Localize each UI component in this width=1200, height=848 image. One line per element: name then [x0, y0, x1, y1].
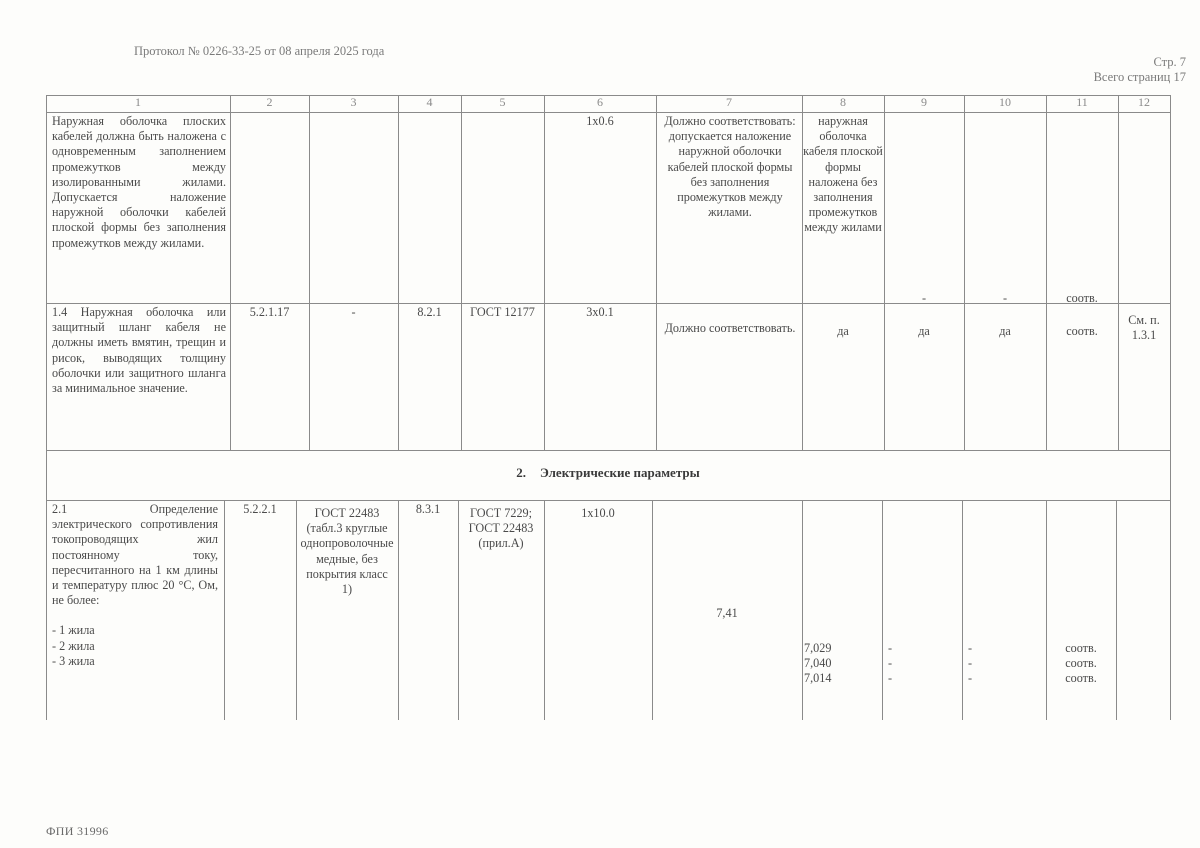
column-number: 8: [840, 95, 846, 109]
actual-value: 7,029: [804, 641, 832, 655]
sample-size: 3x0.1: [586, 305, 614, 319]
column-border: [1046, 95, 1047, 450]
result-value: да: [918, 324, 930, 338]
column-number: 6: [597, 95, 603, 109]
total-pages: Всего страниц 17: [1093, 70, 1186, 84]
result-value: -: [888, 641, 893, 655]
method-clause: 8.3.1: [415, 502, 441, 516]
conformity: соотв.: [1066, 324, 1098, 338]
result-value: -: [968, 641, 973, 655]
section-heading: [46, 465, 1170, 481]
result-values: [968, 641, 1038, 687]
column-border: [224, 500, 225, 720]
column-number: 9: [921, 95, 927, 109]
conformity: соотв.: [1065, 671, 1097, 686]
result-value: -: [888, 671, 893, 686]
section-number: 2.: [516, 465, 526, 480]
row-divider: [46, 500, 1170, 501]
conformity: соотв.: [1065, 656, 1097, 671]
core-item: - 2 жила: [52, 638, 95, 653]
column-border: [1046, 500, 1047, 720]
method-clause: 8.2.1: [417, 305, 442, 319]
actual-value: 7,040: [804, 656, 832, 671]
core-item: - 1 жила: [52, 623, 95, 638]
column-number: 7: [726, 95, 732, 109]
form-code: ФПИ 31996: [46, 824, 109, 838]
sample-size: 1x0.6: [586, 114, 614, 128]
column-border: [544, 95, 545, 450]
core-item: - 3 жила: [52, 653, 95, 668]
requirement-cell: [52, 502, 218, 669]
column-border: [296, 500, 297, 720]
column-border: [1118, 95, 1119, 450]
conformity: соотв.: [1066, 291, 1098, 305]
protocol-header: Протокол № 0226-33-25 от 08 апреля 2025 года: [134, 44, 385, 58]
column-border: [1116, 500, 1117, 720]
norm-value: Должно соответствовать: допускается наложение наружной оболочки кабелей плоской формы без заполнения промежутков между жилами.: [664, 114, 796, 220]
column-border: [309, 95, 310, 450]
row-divider: [46, 450, 1170, 451]
norm-value: Должно соответствовать.: [664, 321, 796, 335]
method-doc: ГОСТ 12177: [470, 305, 535, 319]
column-number: 4: [426, 95, 433, 109]
result-value: -: [1002, 291, 1008, 305]
column-border: [461, 95, 462, 450]
column-number: 1: [135, 95, 141, 109]
norm-doc: ГОСТ 22483 (табл.3 круглые однопроволочные медные, без покрытия класс 1): [300, 506, 394, 597]
note-ref: См. п. 1.3.1: [1128, 313, 1160, 343]
sample-size: 1x10.0: [581, 506, 615, 520]
column-number: 5: [499, 95, 506, 109]
conformity-values: [1046, 641, 1116, 687]
actual-value: да: [837, 324, 849, 338]
requirement-text: 2.1 Определение электрического сопротивления токопроводящих жил постоянному току, пересчитанного на 1 км длины и температуру плюс 20 °С, Ом, не более:: [52, 502, 218, 608]
section-title: Электрические параметры: [539, 465, 700, 480]
header-row-border: [46, 112, 1170, 113]
column-border: [398, 95, 399, 450]
result-value: -: [968, 671, 973, 686]
column-number: 3: [350, 95, 357, 109]
actual-value: наружная оболочка кабеля плоской формы наложена без заполнения промежутков между жилами: [803, 114, 883, 235]
column-border: [46, 95, 47, 720]
clause-ref: 5.2.2.1: [243, 502, 277, 516]
column-number: 10: [999, 95, 1011, 109]
column-border: [884, 95, 885, 450]
result-value: да: [999, 324, 1011, 338]
result-value: -: [968, 656, 973, 671]
column-border: [882, 500, 883, 720]
column-border: [230, 95, 231, 450]
core-list: [52, 623, 218, 669]
column-border: [656, 95, 657, 450]
actual-value: 7,014: [804, 671, 832, 686]
column-border: [802, 500, 803, 720]
requirement-text: Наружная оболочка плоских кабелей должна быть наложена с одновременным заполнением промежутков между изолированными жилами. Допускается наложение наружной оболочки кабелей плоской формы без заполнения промежутков между жилами.: [52, 114, 226, 250]
result-value: -: [888, 656, 893, 671]
page-number: Стр. 7: [1153, 55, 1186, 69]
result-values: [888, 641, 958, 687]
requirement-text: 1.4 Наружная оболочка или защитный шланг кабеля не должны иметь вмятин, трещин и рисок, выводящих толщину оболочки или защитного шланга за минимальное значение.: [52, 305, 226, 396]
result-value: -: [921, 291, 927, 305]
column-number: 11: [1076, 95, 1088, 109]
clause-ref: 5.2.1.17: [249, 305, 290, 319]
norm-value: 7,41: [716, 606, 738, 620]
actual-values: [804, 641, 880, 687]
column-border: [458, 500, 459, 720]
column-border: [962, 500, 963, 720]
results-table: [46, 95, 1170, 720]
column-number: 2: [266, 95, 273, 109]
column-border: [398, 500, 399, 720]
column-number: 12: [1138, 95, 1150, 109]
column-border: [964, 95, 965, 450]
norm-doc: -: [351, 305, 356, 319]
column-border: [1170, 95, 1171, 720]
method-doc: ГОСТ 7229; ГОСТ 22483 (прил.А): [468, 506, 534, 551]
page-info: [1094, 55, 1186, 85]
conformity: соотв.: [1065, 641, 1097, 655]
column-border: [544, 500, 545, 720]
